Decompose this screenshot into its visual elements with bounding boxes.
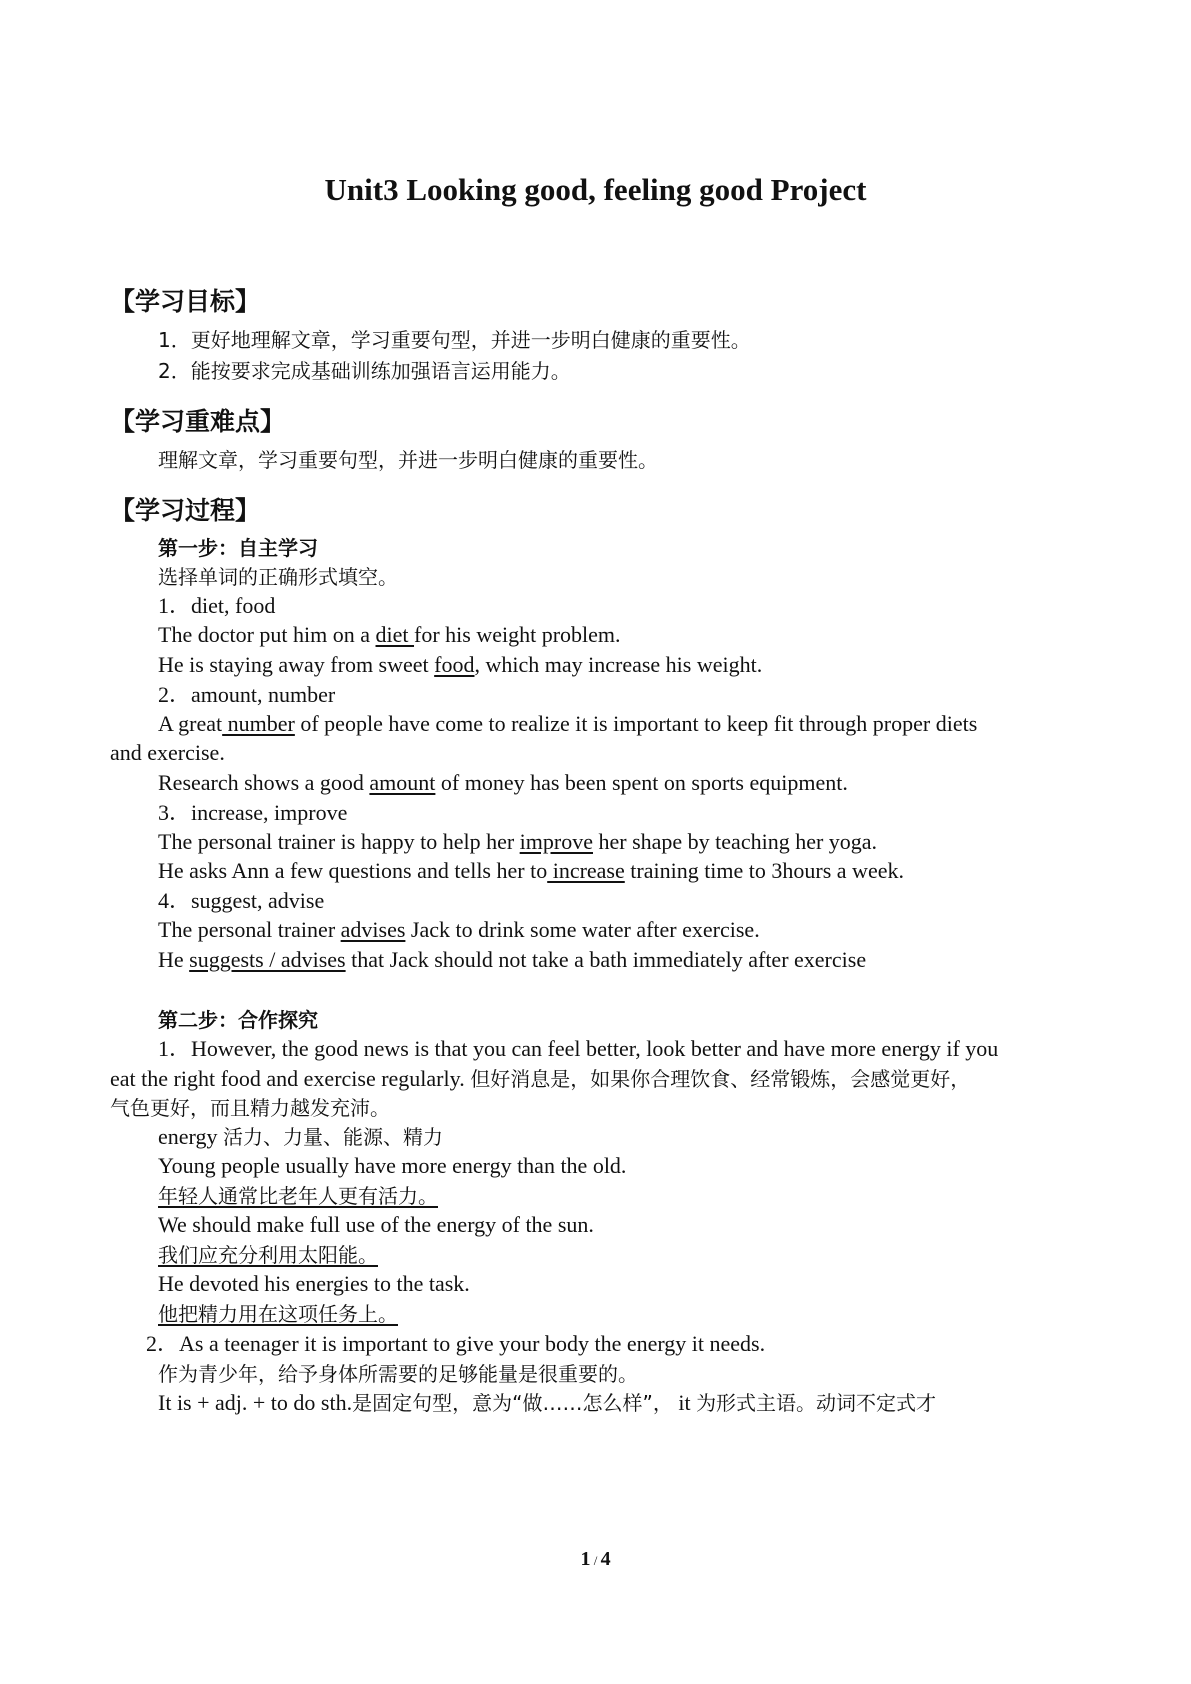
example-2-cn: 我们应充分利用太阳能。 xyxy=(158,1243,378,1267)
group1-sentence-2: He is staying away from sweet food, which may increase his weight. xyxy=(158,652,763,677)
answer-increase: increase xyxy=(547,858,625,883)
keypoints-text: 理解文章，学习重要句型，并进一步明白健康的重要性。 xyxy=(158,448,658,472)
group4-sentence-2: He suggests / advises that Jack should not take a bath immediately after exercise xyxy=(158,947,867,972)
objective-item-2: 2．能按要求完成基础训练加强语言运用能力。 xyxy=(158,359,571,383)
point1-line-3: 气色更好，而且精力越发充沛。 xyxy=(110,1096,390,1120)
page-number: 1 / 4 xyxy=(580,1548,611,1570)
answer-improve: improve xyxy=(519,829,593,854)
group2-sentence-1: A great number of people have come to realize it is important to keep fit through proper diets xyxy=(158,711,978,736)
step2-heading: 第二步：合作探究 xyxy=(158,1008,318,1032)
step1-instruction: 选择单词的正确形式填空。 xyxy=(158,565,398,589)
group3-sentence-2: He asks Ann a few questions and tells her to increase training time to 3hours a week. xyxy=(158,858,904,883)
example-1-cn: 年轻人通常比老年人更有活力。 xyxy=(158,1184,438,1208)
answer-amount: amount xyxy=(369,770,436,795)
step1-heading: 第一步：自主学习 xyxy=(158,536,318,560)
answer-suggests-advises: suggests / advises xyxy=(189,947,346,972)
point3-line: It is + adj. + to do sth.是固定句型，意为“做……怎么样”， it 为形式主语。动词不定式才 xyxy=(158,1390,937,1415)
process-heading: 【学习过程】 xyxy=(110,496,261,525)
group2-sentence-1-cont: and exercise. xyxy=(110,740,225,765)
answer-advises: advises xyxy=(340,917,406,942)
page-title: Unit3 Looking good, feeling good Project xyxy=(324,172,867,207)
point1-line-2: eat the right food and exercise regularly. 但好消息是，如果你合理饮食、经常锻炼，会感觉更好， xyxy=(110,1066,971,1091)
group4-sentence-1: The personal trainer advises Jack to drink some water after exercise. xyxy=(158,917,760,942)
group1-sentence-1: The doctor put him on a diet for his weight problem. xyxy=(158,622,621,647)
group2-label: 2．amount, number xyxy=(158,682,336,707)
answer-number: number xyxy=(222,711,295,736)
point2-cn: 作为青少年，给予身体所需要的足够能量是很重要的。 xyxy=(158,1362,638,1386)
example-3-en: He devoted his energies to the task. xyxy=(158,1271,470,1296)
group3-label: 3．increase, improve xyxy=(158,800,348,825)
point1-line-1: 1．However, the good news is that you can feel better, look better and have more energy if you xyxy=(158,1036,999,1061)
example-3-cn: 他把精力用在这项任务上。 xyxy=(158,1302,398,1326)
point2-en: 2．As a teenager it is important to give your body the energy it needs. xyxy=(146,1331,766,1356)
group2-sentence-2: Research shows a good amount of money has been spent on sports equipment. xyxy=(158,770,848,795)
group3-sentence-1: The personal trainer is happy to help her improve her shape by teaching her yoga. xyxy=(158,829,878,854)
answer-food: food xyxy=(434,652,475,677)
group1-label: 1．diet, food xyxy=(158,593,276,618)
vocab-energy: energy 活力、力量、能源、精力 xyxy=(158,1124,443,1149)
keypoints-heading: 【学习重难点】 xyxy=(110,407,286,436)
example-2-en: We should make full use of the energy of the sun. xyxy=(158,1212,594,1237)
answer-diet: diet xyxy=(375,622,415,647)
group4-label: 4．suggest, advise xyxy=(158,888,325,913)
example-1-en: Young people usually have more energy than the old. xyxy=(158,1153,627,1178)
objectives-heading: 【学习目标】 xyxy=(110,287,261,316)
objective-item-1: 1．更好地理解文章，学习重要句型，并进一步明白健康的重要性。 xyxy=(158,328,751,352)
